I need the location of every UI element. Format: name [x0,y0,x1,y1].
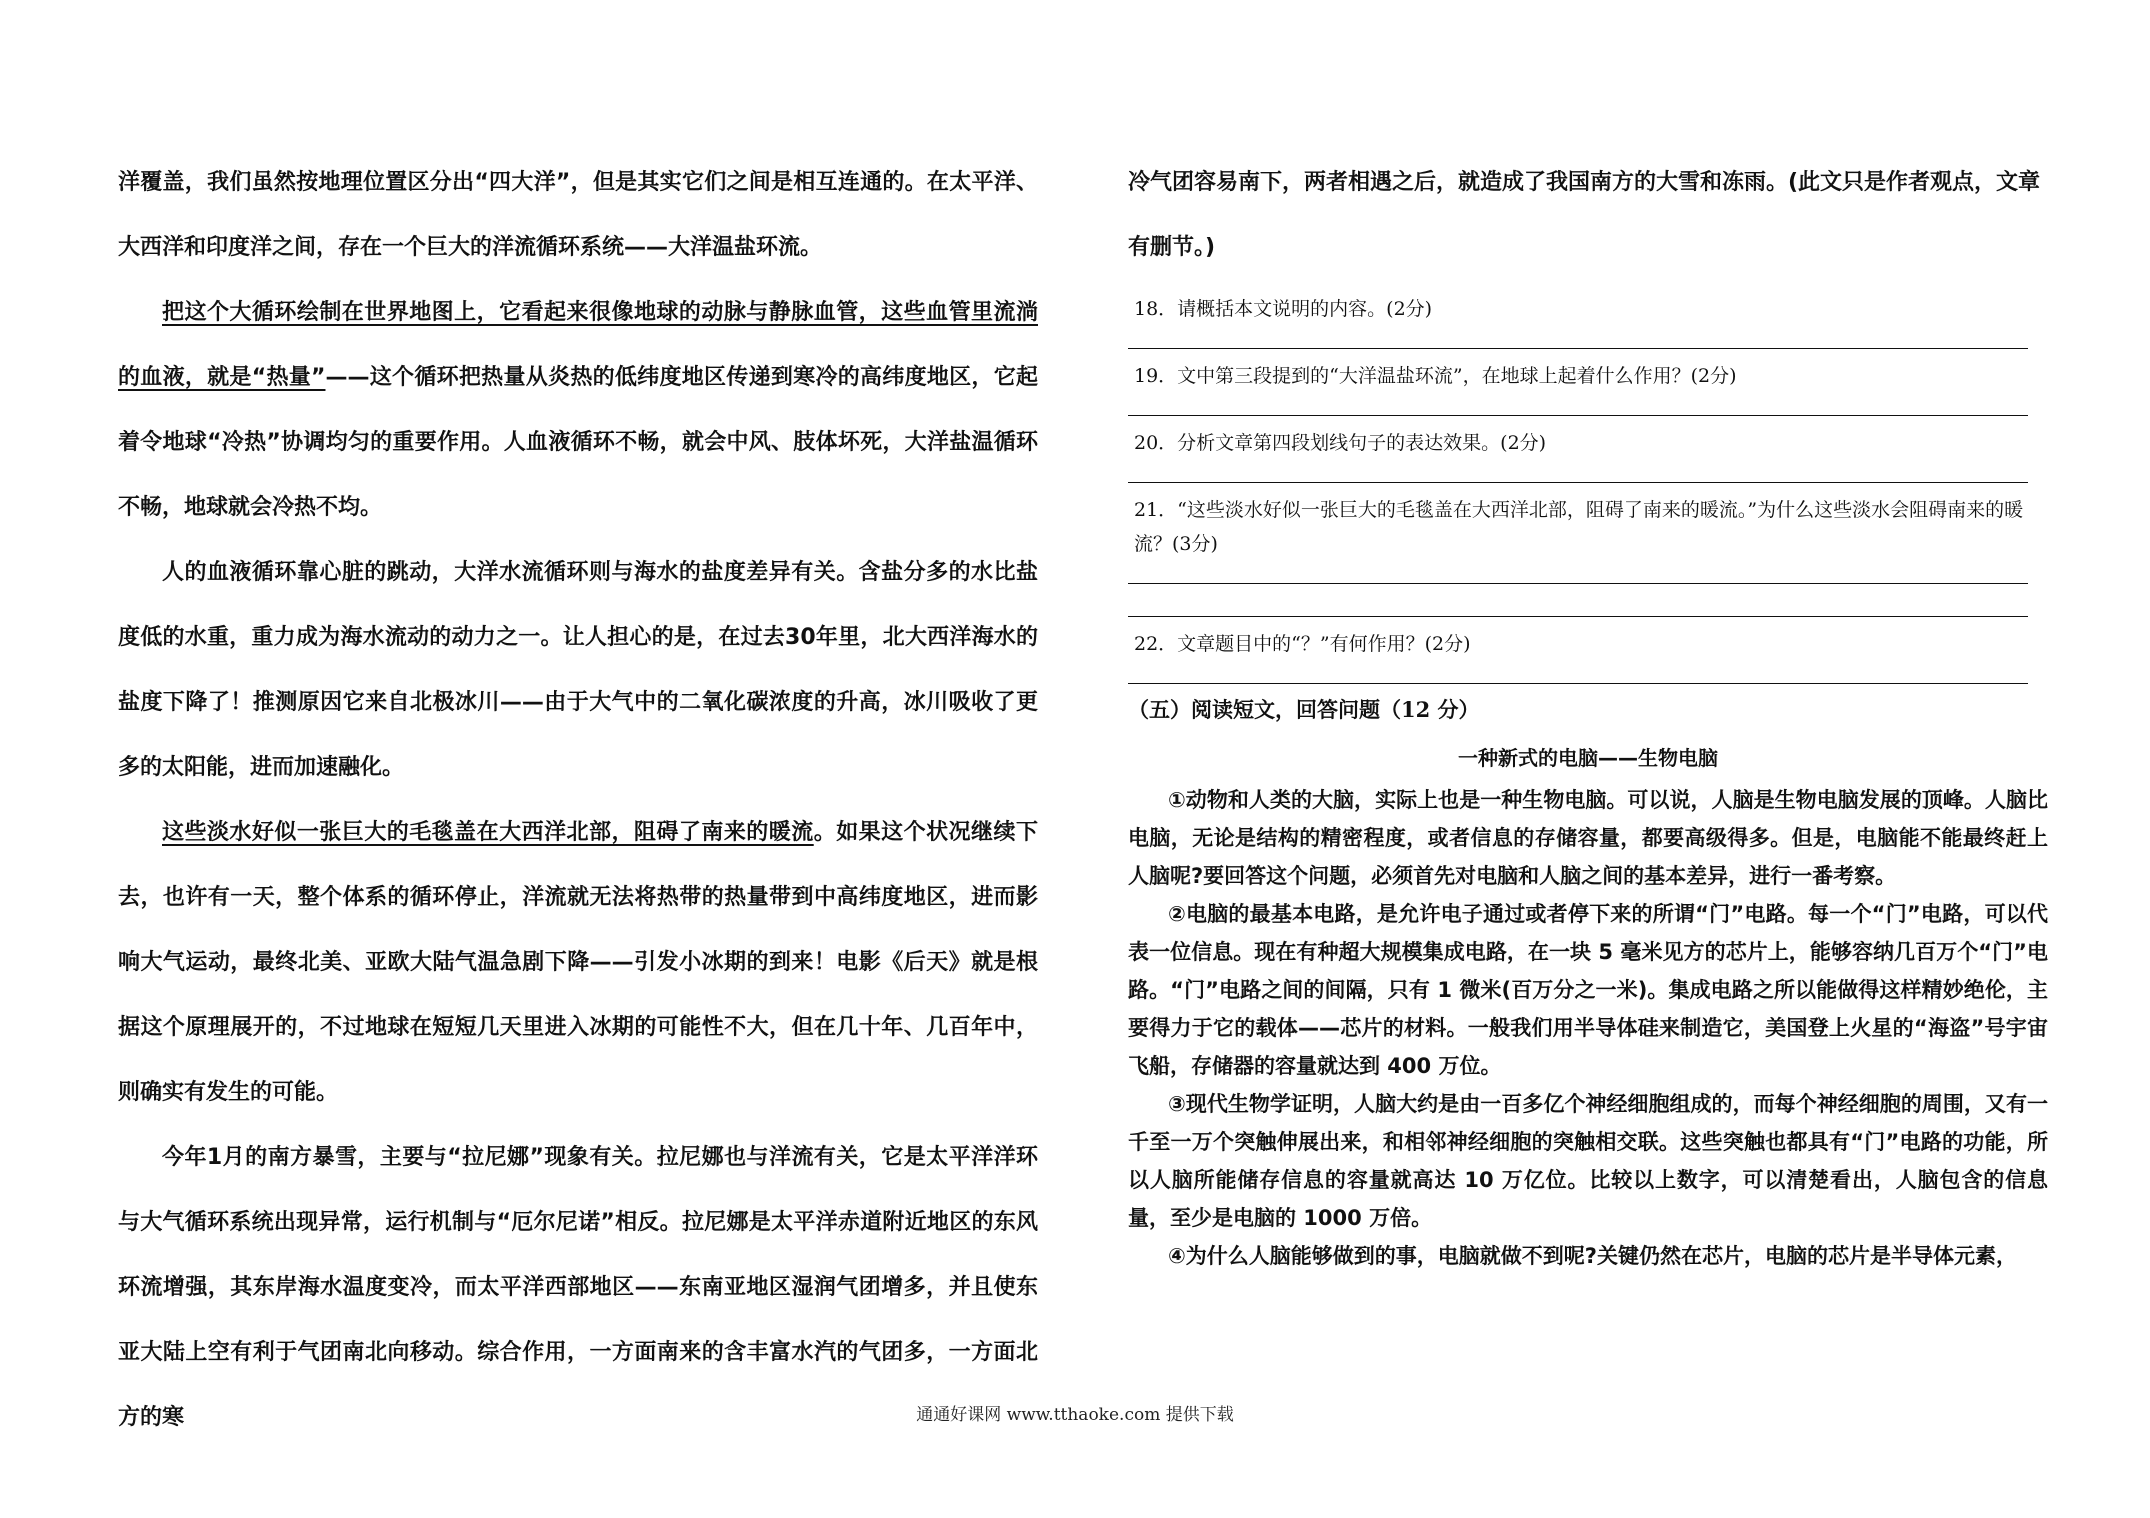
left-paragraph-4 [118,800,1038,1125]
left-paragraph-1: 洋覆盖，我们虽然按地理位置区分出“四大洋”，但是其实它们之间是相互连通的。在太平洋、大西洋和印度洋之间，存在一个巨大的洋流循环系统——大洋温盐环流。 [118,170,1038,260]
article-paragraph-4: ④为什么人脑能够做到的事，电脑就做不到呢?关键仍然在芯片，电脑的芯片是半导体元素， [1168,1244,2017,1268]
article-paragraph-1: ①动物和人类的大脑，实际上也是一种生物电脑。可以说，人脑是生物电脑发展的顶峰。人脑比电脑，无论是结构的精密程度，或者信息的存储容量，都要高级得多。但是，电脑能不能最终赶上人脑呢?要回答这个问题，必须首先对电脑和人脑之间的基本差异，进行一番考察。 [1128,788,2048,888]
underlined-sentence-1: 把这个大循环绘制在世界地图上，它看起来很像地球的动脉与静脉血管，这些血管里流淌的血液，就是“热量” [118,300,1038,390]
page-footer: 通通好课网 www.tthaoke.com 提供下载 [916,1405,1234,1425]
answer-line[interactable] [1128,460,2028,483]
right-column [1128,150,2048,1275]
question-20: 20．分析文章第四段划线句子的表达效果。(2分) [1134,432,1547,454]
section-title: （五）阅读短文，回答问题（12 分） [1128,697,1480,722]
article-title: 一种新式的电脑——生物电脑 [1458,746,1718,770]
left-column [118,150,1038,1450]
answer-line[interactable] [1128,561,2028,584]
question-21: 21．“这些淡水好似一张巨大的毛毯盖在大西洋北部，阻碍了南来的暖流。”为什么这些淡水会阻碍南来的暖流？(3分) [1134,499,2024,555]
right-intro-paragraph: 冷气团容易南下，两者相遇之后，就造成了我国南方的大雪和冻雨。(此文只是作者观点，文章有删节。) [1128,170,2041,260]
underlined-sentence-2: 这些淡水好似一张巨大的毛毯盖在大西洋北部，阻碍了南来的暖流 [162,820,814,845]
answer-line[interactable] [1128,661,2028,684]
left-paragraph-3: 人的血液循环靠心脏的跳动，大洋水流循环则与海水的盐度差异有关。含盐分多的水比盐度低的水重，重力成为海水流动的动力之一。让人担心的是，在过去30年里，北大西洋海水的盐度下降了！推测原因它来自北极冰川——由于大气中的二氧化碳浓度的升高，冰川吸收了更多的太阳能，进而加速融化。 [118,560,1038,780]
article-paragraph-2: ②电脑的最基本电路，是允许电子通过或者停下来的所谓“门”电路。每一个“门”电路，可以代表一位信息。现在有种超大规模集成电路，在一块 5 毫米见方的芯片上，能够容纳几百万个“门”电路。“门”电路之间的间隔，只有 1 微米(百万分之一米)。集成电路之所以能做得这样精妙绝伦，主要得力于它的载体——芯片的材料。一般我们用半导体硅来制造它，美国登上火星的“海盗”号宇宙飞船，存储器的容量就达到 400 万位。 [1128,902,2048,1078]
answer-line[interactable] [1128,594,2028,617]
article-paragraph-3: ③现代生物学证明，人脑大约是由一百多亿个神经细胞组成的，而每个神经细胞的周围，又有一千至一万个突触伸展出来，和相邻神经细胞的突触相交联。这些突触也都具有“门”电路的功能，所以人脑所能储存信息的容量就高达 10 万亿位。比较以上数字，可以清楚看出，人脑包含的信息量，至少是电脑的 1000 万倍。 [1128,1092,2048,1230]
question-22: 22．文章题目中的“？”有何作用？(2分) [1134,633,1471,655]
question-18: 18．请概括本文说明的内容。(2分) [1134,298,1433,320]
left-paragraph-5: 今年1月的南方暴雪，主要与“拉尼娜”现象有关。拉尼娜也与洋流有关，它是太平洋洋环与大气循环系统出现异常，运行机制与“厄尔尼诺”相反。拉尼娜是太平洋赤道附近地区的东风环流增强，其东岸海水温度变冷，而太平洋西部地区——东南亚地区湿润气团增多，并且使东亚大陆上空有利于气团南北向移动。综合作用，一方面南来的含丰富水汽的气团多，一方面北方的寒 [118,1145,1038,1430]
left-paragraph-2-rest: ——这个循环把热量从炎热的低纬度地区传递到寒冷的高纬度地区，它起着令地球“冷热”协调均匀的重要作用。人血液循环不畅，就会中风、肢体坏死，大洋盐温循环不畅，地球就会冷热不均。 [118,365,1038,520]
left-paragraph-4-rest: 。如果这个状况继续下去，也许有一天，整个体系的循环停止，洋流就无法将热带的热量带到中高纬度地区，进而影响大气运动，最终北美、亚欧大陆气温急剧下降——引发小冰期的到来！电影《后天》就是根据这个原理展开的，不过地球在短短几天里进入冰期的可能性不大，但在几十年、几百年中，则确实有发生的可能。 [118,820,1038,1105]
answer-line[interactable] [1128,326,2028,349]
question-19: 19．文中第三段提到的“大洋温盐环流”，在地球上起着什么作用？(2分) [1134,365,1737,387]
answer-line[interactable] [1128,393,2028,416]
left-paragraph-2 [118,280,1038,540]
